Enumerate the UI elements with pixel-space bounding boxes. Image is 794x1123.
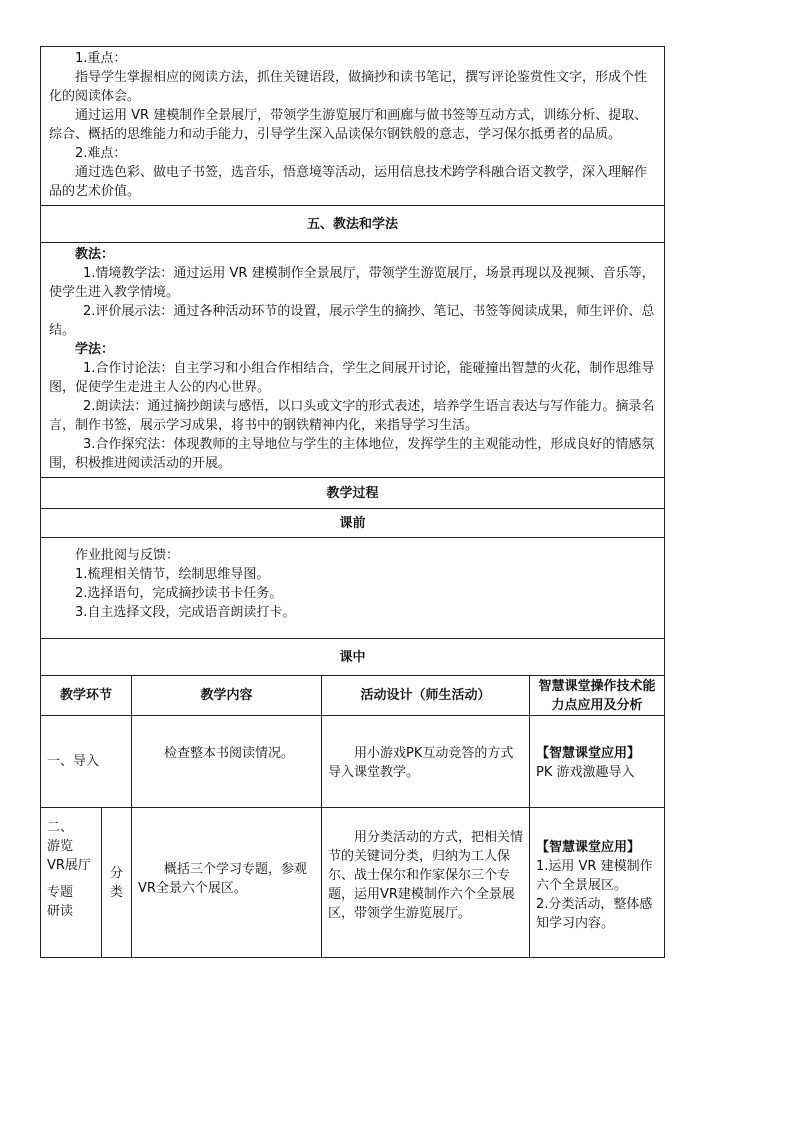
tech-text: PK 游戏激趣导入: [536, 765, 635, 780]
stage-text: 二、: [47, 820, 74, 835]
difficulty-heading: 2.难点：: [75, 146, 127, 161]
tech-label: 【智慧课堂应用】: [536, 746, 641, 761]
activity-cell: 用分类活动的方式，把相关情节的关键词分类，归纳为工人保尔、战士保尔和作家保尔三个专题，运用VR建模制作六个全景展区，带领学生游览展厅。: [328, 830, 524, 921]
learning-method-item: 3.合作探究法：体现教师的主导地位与学生的主体地位，发挥学生的主观能动性，形成良好的情感氛围，积极推进阅读活动的开展。: [49, 437, 655, 471]
table-row: [41, 808, 665, 958]
stage-cell: 一、导入: [41, 716, 132, 808]
content-cell: 概括三个学习专题，参观VR全景六个展区。: [138, 862, 308, 896]
tech-text: 1.运用 VR 建模制作六个全景展区。: [536, 859, 653, 893]
tech-cell: [530, 716, 665, 808]
stage-text: 游览: [47, 839, 74, 854]
lesson-plan-table: [40, 46, 665, 958]
stage-text: 专题: [47, 885, 74, 900]
focus-heading: 1.重点：: [75, 51, 127, 66]
teaching-method-item: 2.评价展示法：通过各种活动环节的设置，展示学生的摘抄、笔记、书签等阅读成果，师生评价、总结。: [49, 304, 655, 338]
column-header-activity: 活动设计（师生活动）: [322, 676, 530, 716]
teaching-method-item: 1.情境教学法：通过运用 VR 建模制作全景展厅，带领学生游览展厅，场景再现以及视频、音乐等，使学生进入教学情境。: [49, 266, 655, 300]
methods-section: [41, 243, 665, 478]
in-class-title: 课中: [41, 639, 665, 676]
before-class-label: 作业批阅与反馈：: [75, 548, 180, 563]
tech-text: 2.分类活动，整体感知学习内容。: [536, 897, 653, 931]
stage-text: 研读: [47, 904, 74, 919]
before-class-item: 1.梳理相关情节，绘制思维导图。: [75, 567, 270, 582]
learning-method-item: 1.合作讨论法：自主学习和小组合作相结合，学生之间展开讨论，能碰撞出智慧的火花，制作思维导图，促使学生走进主人公的内心世界。: [49, 361, 655, 395]
tech-cell: [530, 808, 665, 958]
focus-paragraph: 通过运用 VR 建模制作全景展厅，带领学生游览展厅和画廊与做书签等互动方式，训练分析、提取、综合、概括的思维能力和动手能力，引导学生深入品读保尔钢铁般的意志，学习保尔抵勇者的品质。: [49, 108, 648, 142]
before-class-item: 3.自主选择文段，完成语音朗读打卡。: [75, 605, 296, 620]
learning-methods-label: 学法：: [75, 342, 115, 357]
table-row: [41, 716, 665, 808]
tech-label: 【智慧课堂应用】: [536, 840, 641, 855]
focus-paragraph: 指导学生掌握相应的阅读方法，抓住关键语段，做摘抄和读书笔记，撰写评论鉴赏性文字，形成个性化的阅读体会。: [49, 70, 648, 104]
stage-text: VR展厅: [47, 858, 91, 873]
activity-cell: 用小游戏PK互动竞答的方式导入课堂教学。: [328, 746, 514, 780]
section-title: 五、教法和学法: [41, 206, 665, 243]
focus-section: [41, 47, 665, 206]
column-header-tech: 智慧课堂操作技术能力点应用及分析: [530, 676, 665, 716]
learning-method-item: 2.朗读法：通过摘抄朗读与感悟，以口头或文字的形式表述，培养学生语言表达与写作能力。摘录名言，制作书签，展示学习成果，将书中的钢铁精神内化，来指导学习生活。: [49, 399, 655, 433]
difficulty-paragraph: 通过选色彩、做电子书签，选音乐，悟意境等活动，运用信息技术跨学科融合语文教学，深入理解作品的艺术价值。: [49, 165, 648, 199]
lesson-plan-document: [40, 46, 664, 958]
before-class-section: [41, 538, 665, 639]
before-class-title: 课前: [41, 509, 665, 538]
column-header-content: 教学内容: [132, 676, 322, 716]
process-title: 教学过程: [41, 478, 665, 509]
column-header-stage: 教学环节: [41, 676, 132, 716]
stage-cell: [41, 808, 102, 958]
before-class-item: 2.选择语句，完成摘抄读书卡任务。: [75, 586, 283, 601]
content-cell: 检查整本书阅读情况。: [164, 746, 295, 761]
sub-stage-cell: 分类: [102, 808, 132, 958]
teaching-methods-label: 教法：: [75, 247, 115, 262]
